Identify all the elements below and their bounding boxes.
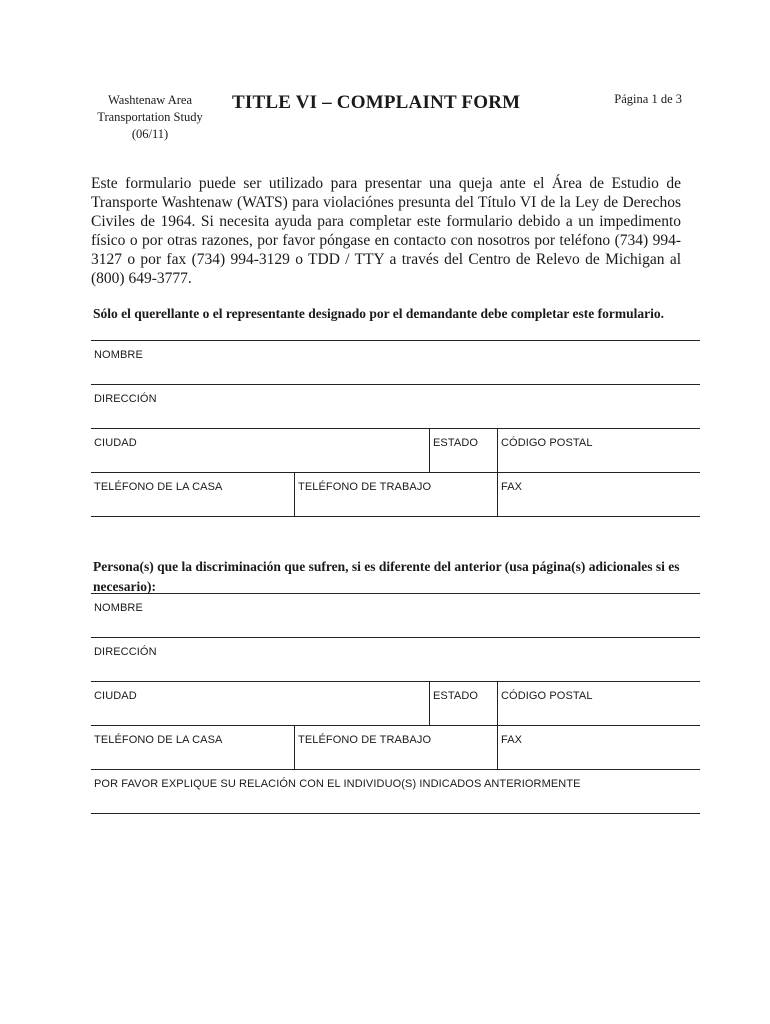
work-phone-label: TELÉFONO DE TRABAJO [298, 481, 432, 493]
work-phone-field[interactable] [294, 726, 497, 769]
postal-code-field[interactable] [497, 429, 700, 472]
affected-persons-instruction: Persona(s) que la discriminación que sufren, si es diferente del anterior (usa página(s) adicionales si es necesario): [93, 559, 680, 594]
name-label: NOMBRE [94, 349, 143, 361]
fax-label: FAX [501, 734, 523, 746]
address-field[interactable] [91, 385, 700, 428]
state-label: ESTADO [433, 437, 479, 449]
address-label: DIRECCIÓN [94, 646, 157, 658]
fax-label: FAX [501, 481, 523, 493]
city-field[interactable] [91, 682, 429, 725]
name-label: NOMBRE [94, 602, 143, 614]
relationship-label: POR FAVOR EXPLIQUE SU RELACIÓN CON EL INDIVIDUO(S) INDICADOS ANTERIORMENTE [94, 778, 581, 790]
address-label: DIRECCIÓN [94, 393, 157, 405]
state-field[interactable] [429, 682, 497, 725]
name-field[interactable] [91, 594, 700, 637]
complainant-instruction: Sólo el querellante o el representante designado por el demandante debe completar este formulario. [93, 306, 664, 321]
fax-field[interactable] [497, 726, 700, 769]
name-row [91, 340, 700, 384]
work-phone-label: TELÉFONO DE TRABAJO [298, 734, 432, 746]
home-phone-field[interactable] [91, 726, 294, 769]
relationship-row [91, 769, 700, 814]
home-phone-field[interactable] [91, 473, 294, 516]
org-line-1: Washtenaw Area [107, 93, 193, 107]
phone-row [91, 472, 700, 517]
name-field[interactable] [91, 341, 700, 384]
address-row [91, 384, 700, 428]
city-label: CIUDAD [94, 690, 137, 702]
organization-name [88, 92, 212, 143]
complainant-form [91, 340, 700, 517]
phone-row [91, 725, 700, 769]
address-field[interactable] [91, 638, 700, 681]
city-row [91, 428, 700, 472]
fax-field[interactable] [497, 473, 700, 516]
intro-paragraph: Este formulario puede ser utilizado para presentar una queja ante el Área de Estudio de Transporte Washtenaw (WATS) para violaciónes presunta del Título VI de la Ley de Derechos Civiles de 1964. Si necesita ayuda para completar este formulario debido a un impedimento físico o por otras razones, por favor póngase en contacto con nosotros por teléfono (734) 994-3127 o por fax (734) 994-3129 o TDD / TTY a través del Centro de Relevo de Michigan al (800) 649-3777. [91, 175, 681, 287]
address-row [91, 637, 700, 681]
state-field[interactable] [429, 429, 497, 472]
city-label: CIUDAD [94, 437, 137, 449]
postal-code-label: CÓDIGO POSTAL [501, 690, 593, 702]
home-phone-label: TELÉFONO DE LA CASA [94, 481, 223, 493]
org-line-2: Transportation Study [97, 110, 203, 124]
relationship-field[interactable] [91, 770, 700, 813]
home-phone-label: TELÉFONO DE LA CASA [94, 734, 223, 746]
form-title: TITLE VI – COMPLAINT FORM [232, 92, 521, 113]
city-row [91, 681, 700, 725]
affected-persons-form [91, 593, 700, 814]
page-number: Página 1 de 3 [614, 92, 682, 106]
city-field[interactable] [91, 429, 429, 472]
work-phone-field[interactable] [294, 473, 497, 516]
postal-code-field[interactable] [497, 682, 700, 725]
state-label: ESTADO [433, 690, 479, 702]
postal-code-label: CÓDIGO POSTAL [501, 437, 593, 449]
name-row [91, 593, 700, 637]
org-date: (06/11) [131, 127, 169, 141]
